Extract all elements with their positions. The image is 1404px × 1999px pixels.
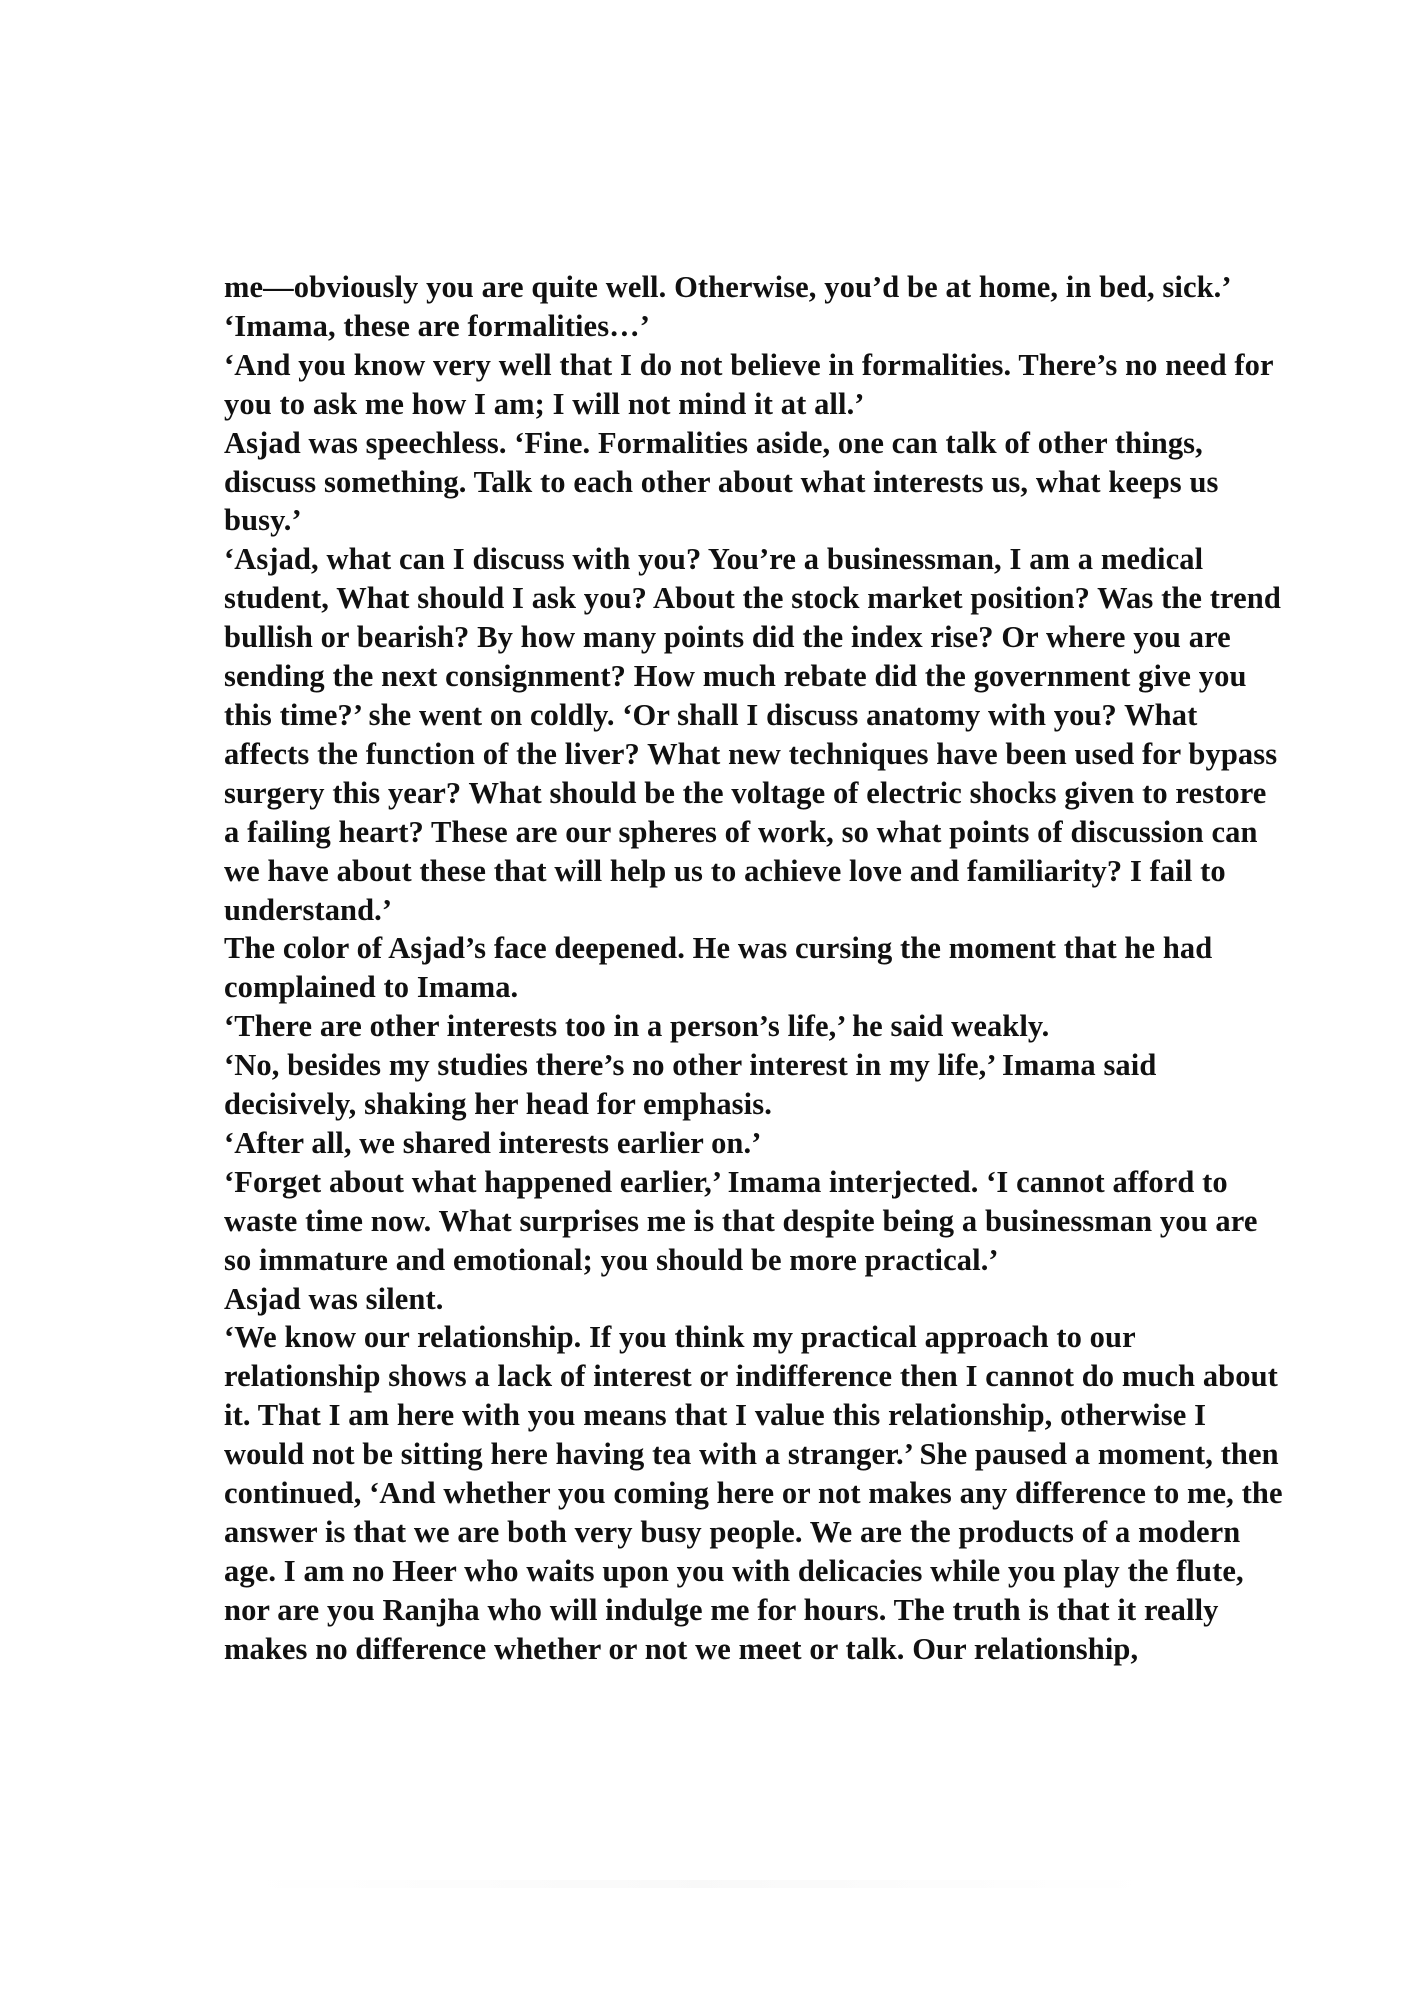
paragraph: ‘We know our relationship. If you think my practical approach to our relationship shows a lack of interest or indifference then I cannot do much about it. That I am here with you means that I value this relationship, otherwise I would not be sitting here having tea with a stranger.’ She paused a moment, then continued, ‘And whether you coming here or not makes any difference to me, the answer is that we are both very busy people. We are the products of a modern age. I am no Heer who waits upon you with delicacies while you play the flute, nor are you Ranjha who will indulge me for hours. The truth is that it really makes no difference whether or not we meet or talk. Our relationship, <box>224 1320 1283 1666</box>
page-footer-smudge <box>250 1880 1150 1888</box>
paragraph: ‘Asjad, what can I discuss with you? You’re a businessman, I am a medical student, What should I ask you? About the stock market position? Was the trend bullish or bearish? By how many points did the index rise? Or where you are sending the next consignment? How much rebate did the government give you this time?’ she went on coldly. ‘Or shall I discuss anatomy with you? What affects the function of the liver? What new techniques have been used for bypass surgery this year? What should be the voltage of electric shocks given to restore a failing heart? These are our spheres of work, so what points of discussion can we have about these that will help us to achieve love and familiarity? I fail to understand.’ <box>224 542 1281 927</box>
paragraph: ‘There are other interests too in a person’s life,’ he said weakly. <box>224 1009 1050 1044</box>
paragraph: ‘Forget about what happened earlier,’ Imama interjected. ‘I cannot afford to waste time now. What surprises me is that despite being a businessman you are so immature and emotional; you should be more practical.’ <box>224 1164 1258 1277</box>
paragraph: ‘Imama, these are formalities…’ <box>224 308 651 343</box>
paragraph: ‘No, besides my studies there’s no other interest in my life,’ Imama said decisively, shaking her head for emphasis. <box>224 1048 1157 1122</box>
paragraph: The color of Asjad’s face deepened. He was cursing the moment that he had complained to Imama. <box>224 931 1213 1005</box>
paragraph: Asjad was silent. <box>224 1281 444 1316</box>
paragraph: Asjad was speechless. ‘Fine. Formalities aside, one can talk of other things, discuss something. Talk to each other about what interests us, what keeps us busy.’ <box>224 425 1219 538</box>
body-text <box>224 268 1284 1669</box>
paragraph: ‘And you know very well that I do not believe in formalities. There’s no need for you to ask me how I am; I will not mind it at all.’ <box>224 347 1274 421</box>
paragraph: me—obviously you are quite well. Otherwise, you’d be at home, in bed, sick.’ <box>224 270 1232 304</box>
paragraph: ‘After all, we shared interests earlier on.’ <box>224 1125 762 1160</box>
